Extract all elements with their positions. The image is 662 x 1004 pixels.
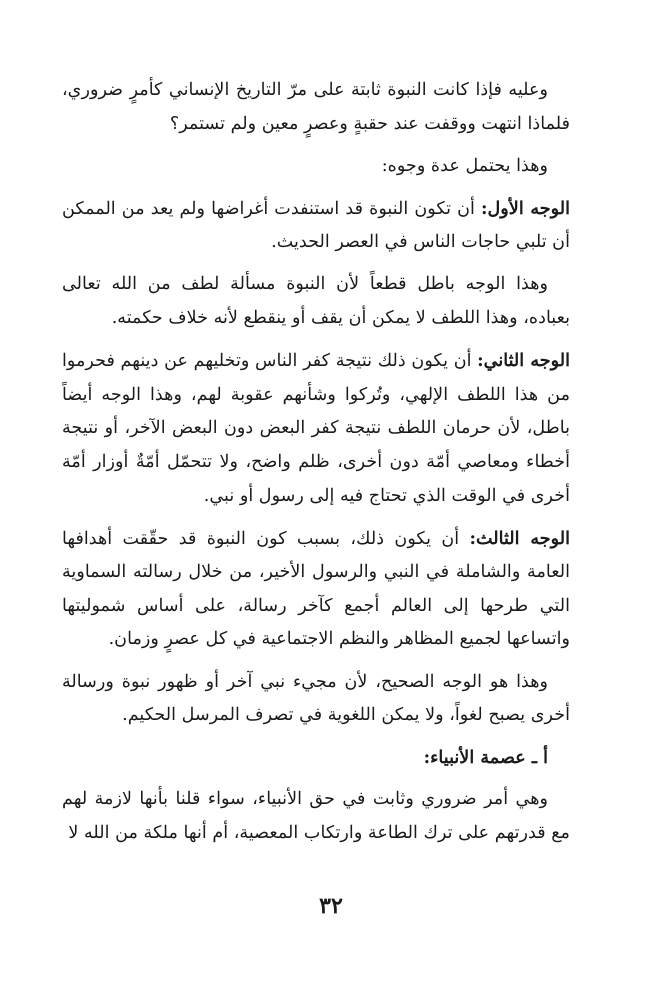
aspect-heading: الوجه الأول: [481,197,571,219]
section-subheading: أ ـ عصمة الأنبياء: [423,747,548,769]
paragraph-second-aspect [62,344,570,513]
paragraph-text: وهذا يحتمل عدة وجوه: [381,155,548,176]
paragraph-text: وهذا هو الوجه الصحيح، لأن مجيء نبي آخر أو ظهور نبوة ورسالة أخرى يصبح لغواً، ولا يمكن اللغوية في تصرف المرسل الحكيم. [62,671,570,726]
paragraph-text: وهذا الوجه باطل قطعاً لأن النبوة مسألة لطف من الله تعالى بعباده، وهذا اللطف لا يمكن أن يقف أو ينقطع لأنه خلاف حكمته. [62,274,570,329]
paragraph-first-aspect-rebuttal [62,268,570,335]
page-body [62,74,570,859]
paragraph-possibilities [62,150,570,184]
paragraph-infallibility [62,783,570,850]
paragraph-first-aspect [62,192,570,260]
paragraph-text: أن يكون ذلك نتيجة كفر الناس وتخليهم عن دينهم فحرموا من هذا اللطف الإلهي، وتُركوا وشأنهم عقوبة لهم، وهذا الوجه أيضاً باطل، لأن حرمان اللطف نتيجة كفر البعض دون البعض الآخر، أو نتيجة أخطاء ومعاصي أمّة دون أخرى، ظلم واضح، ولا تتحمّل أمّةٌ أوزار أمّة أخرى في الوقت الذي تحتاج فيه إلى رسول أو نبي. [62,351,570,506]
paragraph-correct-aspect [62,666,570,733]
aspect-heading: الوجه الثالث: [469,527,570,549]
paragraph-third-aspect [62,522,570,657]
paragraph-text: وعليه فإذا كانت النبوة ثابتة على مرّ التاريخ الإنساني كأمرٍ ضروري، فلماذا انتهت ووقفت عند حقبةٍ وعصرٍ معين ولم تستمر؟ [62,80,570,134]
page-number: ٣٢ [319,893,343,919]
paragraph-intro-question [62,74,570,141]
aspect-heading: الوجه الثاني: [477,350,570,372]
paragraph-text: وهي أمر ضروري وثابت في حق الأنبياء، سواء قلنا بأنها لازمة لهم مع قدرتهم على ترك الطاعة وارتكاب المعصية، أم أنها ملكة من الله لا [62,789,570,843]
paragraph-text: أن تكون النبوة قد استنفدت أغراضها ولم يعد من الممكن أن تلبي حاجات الناس في العصر الحديث. [62,198,570,253]
paragraph-text: أن يكون ذلك، بسبب كون النبوة قد حقّقت أهدافها العامة والشاملة في النبي والرسول الأخير، من خلال رسالته السماوية التي طرحها إلى العالم أجمع كآخر رسالة، على أساس شموليتها واتساعها لجميع المظاهر والنظم الاجتماعية في كل عصرٍ وزمان. [62,528,570,650]
